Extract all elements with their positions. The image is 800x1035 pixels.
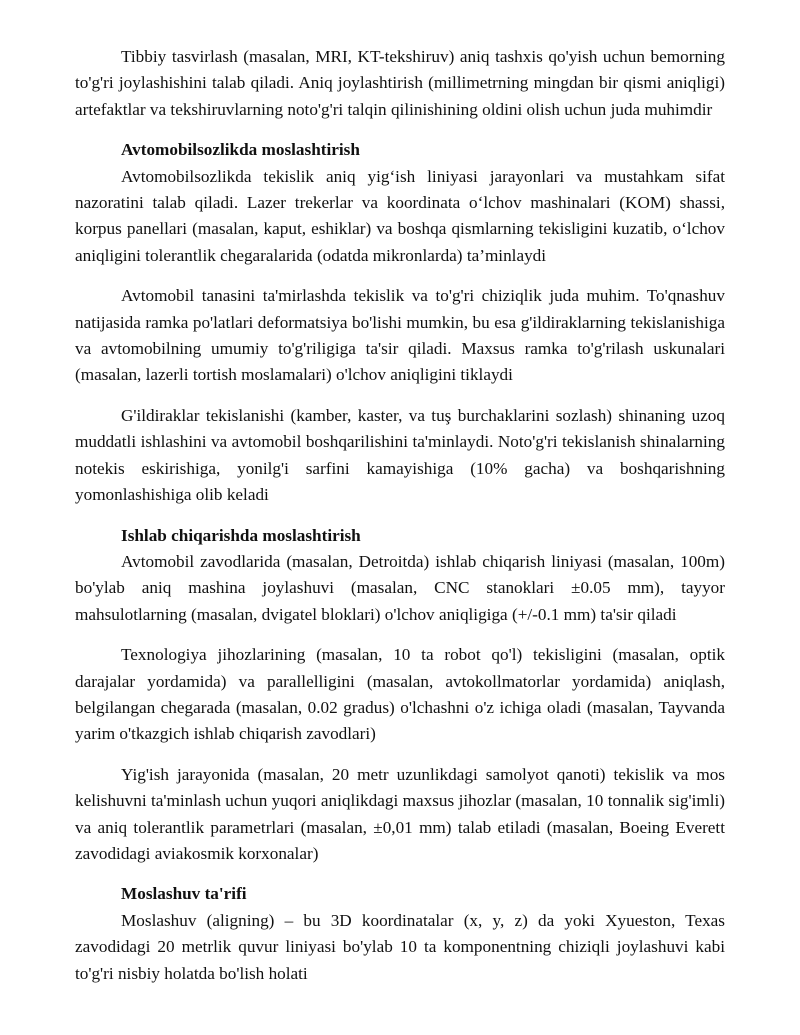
paragraph: Texnologiya jihozlarining (masalan, 10 ta robot qo'l) tekisligini (masalan, optik darajalar yordamida) va parallelligini (masalan, avtokollmatorlar yordamida) aniqlash, belgilangan chegarada (masalan, 0.02 gradus) o'lchashni o'z ichiga oladi (masalan, Tayvanda yarim o'tkazgich ishlab chiqarish zavodlari) xyxy=(75,645,725,744)
paragraph: Avtomobil zavodlarida (masalan, Detroitda) ishlab chiqarish liniyasi (masalan, 100m) bo'ylab aniq mashina joylashuvi (masalan, CNC stanoklari ±0.05 mm), tayyor mahsulotlarning (masalan, dvigatel bloklari) o'lchov aniqligiga (+/-0.1 mm) ta'sir qiladi xyxy=(75,551,725,624)
intro-paragraph: Tibbiy tasvirlash (masalan, MRI, KT-tekshiruv) aniq tashxis qo'yish uchun bemorning to'g'ri joylashishini talab qiladi. Aniq joylashtirish (millimetrning mingdan bir qismi aniqligi) artefaktlar va tekshiruvlarning noto'g'ri talqin qilinishining oldini olish uchun juda muhimdir xyxy=(75,47,725,119)
paragraph: Yig'ish jarayonida (masalan, 20 metr uzunlikdagi samolyot qanoti) tekislik va mos kelishuvni ta'minlash uchun yuqori aniqlikdagi maxsus jihozlar (masalan, 10 tonnalik sig'imli) va aniq tolerantlik parametrlari (masalan, ±0,01 mm) talab etiladi (masalan, Boeing Everett zavodidagi aviakosmik korxonalar) xyxy=(75,764,725,863)
paragraph: Avtomobilsozlikda tekislik aniq yig‘ish liniyasi jarayonlari va mustahkam sifat nazoratini talab qiladi. Lazer trekerlar va koordinata o‘lchov mashinalari (KOM) shassi, korpus panellari (masalan, kaput, eshiklar) va boshqa qismlarning tekisligini kuzatib, o‘lchov aniqligini tolerantlik chegaralarida (odatda mikronlarda) ta’minlaydi xyxy=(75,166,725,265)
section-heading-manufacturing: Ishlab chiqarishda moslashtirish xyxy=(121,525,361,545)
section-heading-definition: Moslashuv ta'rifi xyxy=(121,884,247,904)
paragraph: Moslashuv (aligning) – bu 3D koordinatalar (x, y, z) da yoki Xyueston, Texas zavodidagi 20 metrlik quvur liniyasi bo'ylab 10 ta komponentning chiziqli joylashuvi kabi to'g'ri nisbiy holatda bo'lish holati xyxy=(75,910,725,983)
section-heading-automotive: Avtomobilsozlikda moslashtirish xyxy=(121,140,360,160)
paragraph: Avtomobil tanasini ta'mirlashda tekislik va to'g'ri chiziqlik juda muhim. To'qnashuv natijasida ramka po'latlari deformatsiya bo'lishi mumkin, bu esa g'ildiraklarning tekislanishiga va avtomobilning umumiy to'g'riligiga ta'sir qiladi. Maxsus ramka to'g'rilash uskunalari (masalan, lazerli tortish moslamalari) o'lchov aniqligini tiklaydi xyxy=(75,286,725,385)
paragraph: G'ildiraklar tekislanishi (kamber, kaster, va tuş burchaklarini sozlash) shinaning uzoq muddatli ishlashini va avtomobil boshqarilishini ta'minlaydi. Noto'g'ri tekislanish shinalarning notekis eskirishiga, yonilg'i sarfini kamayishiga (10% gacha) va boshqarishning yomonlashishiga olib keladi xyxy=(75,405,725,505)
document-page xyxy=(75,44,725,987)
